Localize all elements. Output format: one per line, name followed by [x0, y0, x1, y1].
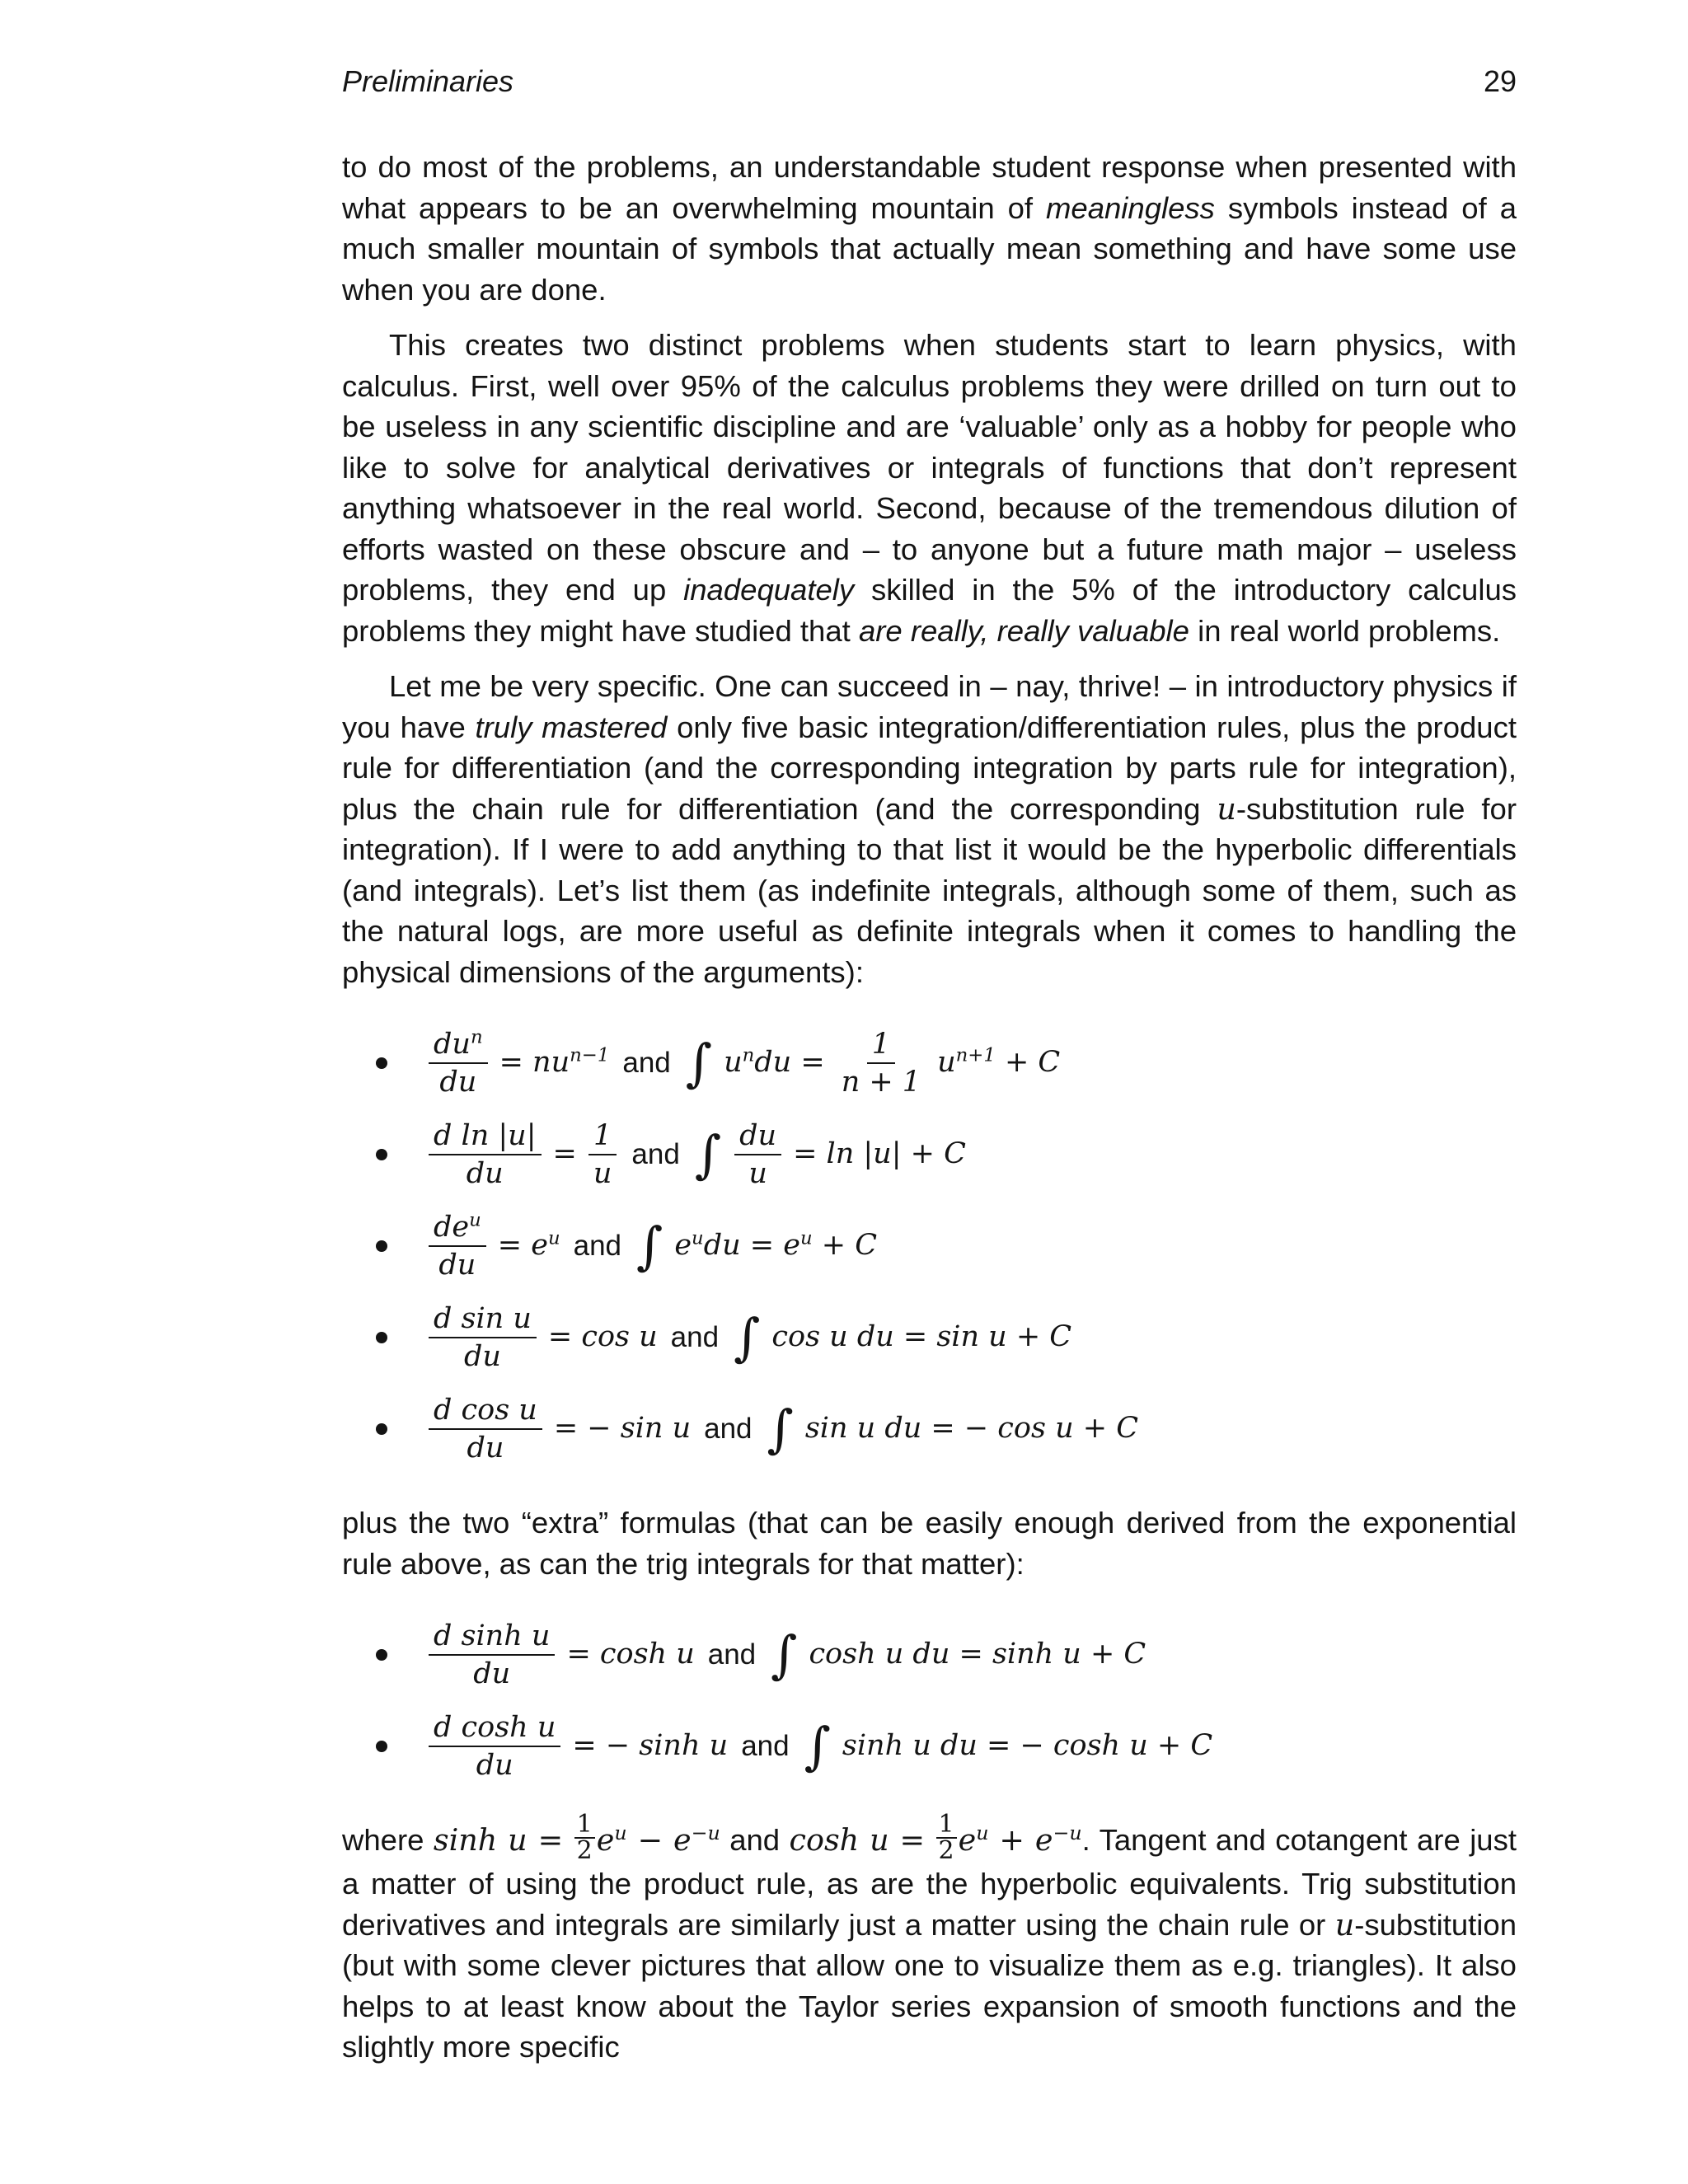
integral-expression: sinh u du = − cosh u + C	[842, 1728, 1213, 1762]
formula-body	[422, 1301, 1076, 1375]
bullet-icon	[376, 1149, 387, 1160]
integral-expression: cos u du = sin u + C	[771, 1319, 1072, 1353]
basic-rules-list	[342, 1017, 1517, 1474]
paragraph-2: This creates two distinct problems when students start to learn physics, with calculus. First, well over 95% of the calculus problems they were drilled on turn out to be useless in any scientific discipline and are ‘valuable’ only as a hobby for people who like to solve for analytical derivatives or integrals of functions that don’t represent anything whatsoever in the real world. Second, because of the tremendous dilution of efforts wasted on these obscure and – to anyone but a future math major – useless problems, they end up inadequately skilled in the 5% of the introductory calculus problems they might have studied that are really, really valuable in real world problems.	[342, 328, 1517, 648]
derivative-fraction: $\frac{de^u}{du}$	[429, 1209, 486, 1283]
integrand: $u^ndu$ =	[724, 1044, 825, 1079]
sinh-definition-rhs: $e^u - e^{-u}$	[596, 1821, 720, 1858]
bullet-icon	[376, 1057, 387, 1069]
integral-expression: sin u du = − cos u + C	[804, 1411, 1138, 1445]
hyperbolic-rules-list	[342, 1609, 1517, 1792]
formula-sinh-rule	[387, 1609, 1517, 1700]
derivative-fraction: $\frac{\text{d ln |u|}}{du}$	[429, 1118, 542, 1192]
integral-sign-icon: ∫	[685, 1032, 713, 1093]
formula-power-rule	[387, 1017, 1517, 1108]
cosh-definition-lhs: cosh u =	[789, 1822, 926, 1858]
integral-sign-icon: ∫	[771, 1624, 798, 1685]
derivative-fraction: $\frac{\text{d cos u}}{du}$	[429, 1392, 542, 1466]
connective-and: and	[573, 1229, 622, 1262]
derivative-result: = cosh u	[566, 1637, 695, 1671]
emphasis-truly-mastered: truly mastered	[475, 710, 668, 744]
derivative-fraction: $\frac{\text{d sinh u}}{du}$	[429, 1618, 555, 1692]
integral-result: = ln |u| + C	[793, 1137, 966, 1170]
formula-body	[422, 1026, 1065, 1100]
derivative-fraction: $\frac{du^n}{du}$	[429, 1026, 488, 1100]
formula-body	[422, 1392, 1143, 1466]
paragraph-3: Let me be very specific. One can succeed in – nay, thrive! – in introductory physics if you have truly mastered only five basic integration/differentiation rules, plus the product rule for differentiation (and the corresponding integration by parts rule for integration), plus the chain rule for differentiation (and the corresponding u-substitution rule for integration). If I were to add anything to that list it would be the hyperbolic differentials (and integrals). Let’s list them (as indefinite integrals, although some of them, such as the natural logs, are more useful as definite integrals when it comes to handling the physical dimensions of the arguments):	[342, 669, 1517, 989]
derivative-result: = − sinh u	[572, 1728, 729, 1762]
body-text	[342, 147, 1517, 2083]
emphasis-inadequately: inadequately	[683, 573, 855, 607]
integral-sign-icon: ∫	[734, 1306, 761, 1367]
derivative-result: = cos u	[547, 1319, 658, 1353]
derivative-result: = − sin u	[553, 1411, 692, 1445]
half-fraction: $\frac{1}{2}$	[574, 1812, 595, 1863]
integral-expression: cosh u du = sinh u + C	[809, 1637, 1146, 1671]
derivative-result-fraction: $\frac{1}{u}$	[588, 1118, 617, 1192]
connective-and: and	[622, 1046, 671, 1079]
bullet-icon	[376, 1332, 387, 1343]
formula-log-rule	[387, 1108, 1517, 1200]
integral-expression: $e^udu = e^u + C$	[674, 1227, 877, 1262]
integral-sign-icon: ∫	[767, 1398, 794, 1459]
formula-sin-rule	[387, 1291, 1517, 1383]
cosh-definition-rhs: $e^u + e^{-u}$	[958, 1821, 1082, 1858]
paragraph-5: where sinh u = $\frac{1}{2}$ $e^u - e^{-u}$ and cosh u = $\frac{1}{2}$ $e^u + e^{-u}$. Tangent and cotangent are just a matter of using the product rule, as are the hyperbolic equivalents. Trig substitution derivatives and integrals are similarly just a matter using the chain rule or u-substitution (but with some clever pictures that allow one to visualize them as e.g. triangles). It also helps to at least know about the Taylor series expansion of smooth functions and the slightly more specific	[342, 1810, 1517, 2064]
derivative-fraction: $\frac{\text{d sin u}}{du}$	[429, 1301, 537, 1375]
formula-body	[422, 1709, 1217, 1783]
connective-and: and	[670, 1320, 720, 1353]
running-head: Preliminaries	[342, 64, 514, 98]
page-header	[342, 64, 1517, 105]
bullet-icon	[376, 1741, 387, 1752]
integrand-fraction: $\frac{du}{u}$	[734, 1118, 781, 1192]
connective-and: and	[707, 1638, 757, 1671]
emphasis-really-valuable: are really, really valuable	[858, 613, 1189, 648]
connective-and: and	[741, 1729, 790, 1762]
bullet-icon	[376, 1240, 387, 1252]
derivative-fraction: $\frac{\text{d cosh u}}{du}$	[429, 1709, 560, 1783]
integral-sign-icon: ∫	[804, 1715, 831, 1776]
paragraph-1: to do most of the problems, an understandable student response when presented with what appears to be an overwhelming mountain of meaningless symbols instead of a much smaller mountain of symbols that actually mean something and have some use when you are done.	[342, 150, 1517, 307]
integral-sign-icon: ∫	[694, 1123, 722, 1184]
derivative-result: = $nu^{n-1}$	[499, 1044, 610, 1079]
bullet-icon	[376, 1423, 387, 1435]
book-page	[342, 0, 1517, 2184]
integral-result: $u^{n+1} + C$	[937, 1044, 1061, 1079]
paragraph-4: plus the two “extra” formulas (that can be easily enough derived from the exponential rule above, as can the trig integrals for that matter):	[342, 1506, 1517, 1581]
page-number: 29	[1483, 64, 1517, 98]
half-fraction: $\frac{1}{2}$	[936, 1812, 957, 1863]
formula-cosh-rule	[387, 1700, 1517, 1792]
bullet-icon	[376, 1649, 387, 1661]
formula-body: $\frac{\text{d ln |u|}}{du}$ = $\frac{1}{u}$ and ∫ $\frac{du}{u}$ = ln |u| + C	[422, 1118, 971, 1192]
formula-body	[422, 1618, 1151, 1692]
derivative-result: = $e^u$	[497, 1227, 560, 1262]
integral-sign-icon: ∫	[636, 1215, 663, 1276]
connective-and: and	[631, 1137, 680, 1170]
connective-and: and	[704, 1412, 753, 1445]
math-u: u	[1334, 1906, 1355, 1943]
integral-coefficient: $\frac{1}{n + 1}$	[841, 1027, 921, 1099]
sinh-definition-lhs: sinh u =	[433, 1822, 564, 1858]
formula-cos-rule	[387, 1383, 1517, 1474]
formula-exp-rule	[387, 1200, 1517, 1291]
formula-body	[422, 1209, 882, 1283]
emphasis-meaningless: meaningless	[1045, 190, 1215, 225]
math-u: u	[1217, 790, 1236, 827]
